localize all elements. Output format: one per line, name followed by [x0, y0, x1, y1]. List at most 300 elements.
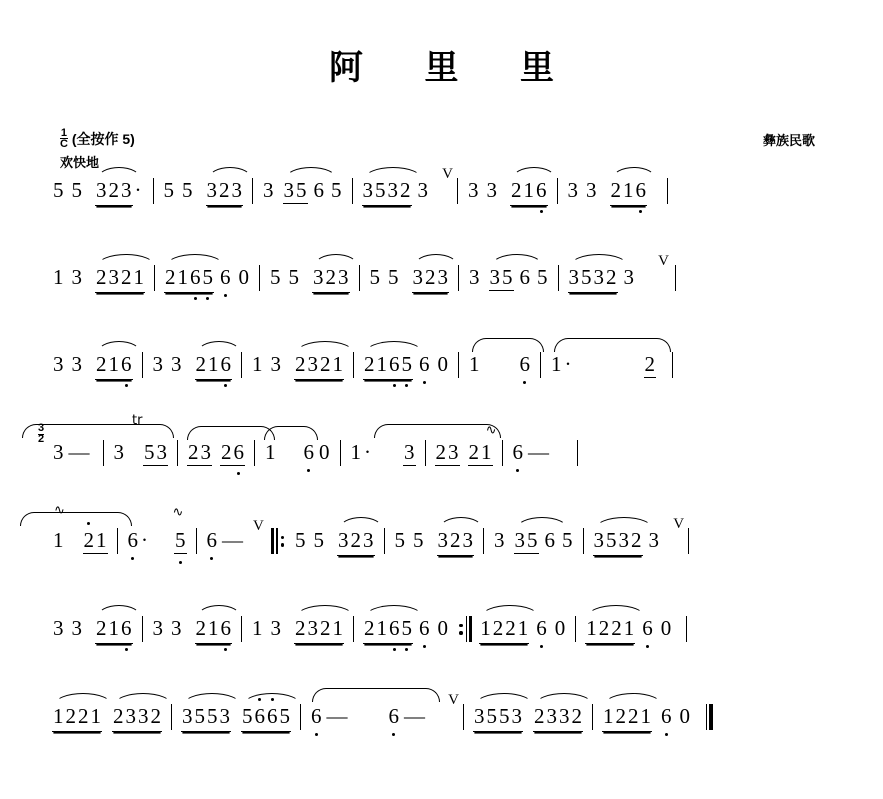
staff-row-6 — [0, 616, 883, 686]
measure — [113, 440, 169, 466]
tie — [264, 426, 318, 440]
note-group — [437, 528, 475, 556]
note: 2 — [320, 616, 331, 640]
note: 1 — [623, 616, 635, 640]
note-group — [95, 178, 133, 206]
measure — [52, 704, 162, 732]
note: 5 — [296, 178, 307, 202]
note: 2 — [611, 616, 622, 640]
note: 3 — [283, 178, 294, 202]
measure — [269, 265, 350, 293]
note: 2 — [325, 265, 336, 289]
note-group — [195, 352, 233, 380]
barline — [359, 265, 360, 291]
note: 3 — [437, 265, 448, 289]
note: 3 — [586, 178, 597, 202]
note: 5 — [486, 704, 497, 728]
note: 3 — [53, 440, 64, 464]
note: 3 — [338, 528, 349, 552]
composer-credit: 彝族民歌 — [762, 133, 815, 148]
note: 3 — [171, 352, 182, 376]
note-group — [362, 178, 412, 206]
note: 6 — [419, 352, 430, 376]
key-signature-note: (全按作 5) — [71, 131, 135, 148]
note: 6 — [220, 352, 231, 376]
note-group — [95, 616, 133, 644]
measure — [435, 423, 497, 466]
barline — [117, 528, 118, 554]
note-group — [206, 178, 244, 206]
measure — [362, 166, 453, 206]
note: 1 — [480, 616, 491, 640]
note: 1 — [332, 616, 343, 640]
mordent-icon: ∿ — [485, 423, 497, 438]
note: 2 — [219, 178, 230, 202]
barline — [502, 440, 503, 466]
tie — [554, 338, 671, 352]
measure — [593, 516, 685, 556]
measure — [294, 528, 375, 556]
note: 3 — [618, 528, 630, 552]
note: 2 — [435, 440, 446, 464]
note: 6 — [313, 178, 324, 202]
barline — [353, 616, 354, 642]
note-group — [195, 616, 233, 644]
barline — [458, 265, 459, 291]
barline — [575, 616, 576, 642]
note: 1 — [481, 440, 492, 464]
note-group — [95, 352, 133, 380]
note: 0 — [437, 352, 448, 376]
measure — [550, 352, 656, 378]
note: 3 — [387, 178, 398, 202]
note: 2 — [400, 178, 411, 202]
augmentation-dot: · — [364, 440, 371, 464]
note-group — [610, 178, 648, 206]
note: 5 — [202, 265, 213, 289]
note: 5 — [242, 704, 253, 728]
note: 3 — [362, 178, 373, 202]
note: 5 — [313, 528, 325, 552]
note: 6 — [121, 616, 132, 640]
note: 6 — [519, 352, 530, 376]
note: 2 — [83, 528, 94, 552]
breath-mark: V — [253, 518, 264, 534]
note: 2 — [165, 265, 176, 289]
note: 3 — [338, 265, 349, 289]
note-group — [468, 440, 493, 466]
breath-mark: V — [658, 253, 669, 269]
note: 3 — [494, 528, 505, 552]
note: 3 — [511, 704, 522, 728]
note: 3 — [263, 178, 274, 202]
note: 5 — [394, 528, 406, 552]
tie — [312, 688, 440, 702]
note: 1 — [252, 616, 263, 640]
note: 5 — [537, 265, 548, 289]
note: 5 — [401, 616, 412, 640]
measure — [152, 352, 233, 380]
note: 6 — [220, 616, 231, 640]
note: 3 — [593, 265, 604, 289]
note: 1 — [376, 616, 387, 640]
barline — [667, 178, 668, 204]
note-group — [593, 528, 643, 556]
measure — [512, 440, 554, 464]
measure — [38, 413, 143, 464]
barline — [557, 178, 558, 204]
note: 2 — [221, 440, 232, 464]
note-group — [510, 178, 548, 206]
note: 5 — [581, 265, 592, 289]
note-group — [489, 265, 514, 291]
note: 5 — [331, 178, 342, 202]
staff-row-4 — [0, 413, 883, 510]
barline — [675, 265, 676, 291]
barline — [254, 440, 255, 466]
note: 2 — [492, 616, 504, 640]
barline — [352, 178, 353, 204]
augmentation-dot: · — [141, 528, 148, 552]
note: 1 — [603, 704, 614, 728]
measure — [52, 503, 108, 554]
note-group — [283, 178, 308, 204]
breath-mark: V — [673, 516, 685, 532]
note: 5 — [388, 265, 399, 289]
note: 6 — [254, 704, 265, 728]
note: 3 — [474, 704, 485, 728]
note: 3 — [469, 265, 480, 289]
note-group — [363, 352, 413, 380]
measure — [479, 616, 566, 644]
note: 2 — [295, 352, 306, 376]
barline — [171, 704, 172, 730]
duration-dash: — — [404, 704, 425, 728]
barline — [154, 265, 155, 291]
measure — [363, 352, 449, 380]
note-group — [479, 616, 529, 644]
note: 0 — [554, 616, 566, 640]
repeat-end-barline — [456, 616, 472, 642]
note: 3 — [53, 616, 64, 640]
note: 5 — [279, 704, 290, 728]
barline — [686, 616, 687, 642]
meter-signature: 3 2 — [38, 422, 45, 445]
note: 2 — [65, 704, 76, 728]
breath-mark: V — [448, 692, 459, 708]
note: 0 — [238, 265, 249, 289]
measure — [568, 253, 669, 293]
note: 6 — [127, 528, 138, 552]
note-group — [568, 265, 618, 293]
measure — [473, 704, 583, 732]
barline — [688, 528, 689, 554]
note-group — [312, 265, 350, 293]
note: 1 — [469, 352, 480, 376]
duration-dash: — — [528, 440, 549, 464]
augmentation-dot: · — [564, 352, 572, 376]
note: 0 — [679, 704, 690, 728]
note: 3 — [113, 440, 124, 464]
note-group — [585, 616, 635, 644]
measure — [350, 440, 416, 466]
note: 2 — [606, 265, 617, 289]
trill-icon: tr — [132, 413, 143, 428]
barline — [241, 616, 242, 642]
note: 0 — [319, 440, 330, 464]
note: 3 — [307, 352, 318, 376]
breath-mark: V — [442, 166, 453, 182]
note: 1 — [265, 440, 276, 464]
note: 3 — [206, 178, 217, 202]
measure — [181, 704, 291, 732]
barline — [177, 440, 178, 466]
note: 5 — [369, 265, 380, 289]
measure — [567, 178, 648, 206]
measure — [251, 352, 344, 380]
barline — [558, 265, 559, 291]
note: 2 — [150, 704, 161, 728]
note: 5 — [163, 178, 174, 202]
note-group — [533, 704, 583, 732]
note: 2 — [96, 616, 107, 640]
note: 3 — [152, 352, 163, 376]
measure — [206, 518, 264, 552]
measure — [262, 178, 343, 204]
note: 5 — [413, 528, 424, 552]
note: 5 — [375, 178, 386, 202]
barline — [384, 528, 385, 554]
note: 2 — [364, 352, 375, 376]
barline — [577, 440, 578, 466]
note: 2 — [78, 704, 89, 728]
note-group — [181, 704, 231, 732]
note: 3 — [514, 528, 526, 552]
note-group — [294, 352, 344, 380]
tempo-marking: 欢快地 — [60, 155, 100, 170]
note: 5 — [182, 178, 193, 202]
barline — [592, 704, 593, 730]
staff-row-1 — [0, 166, 883, 248]
measure — [363, 616, 449, 644]
measure — [251, 616, 344, 644]
key-fraction: $\frac{1}{C}$ — [60, 127, 68, 151]
note: 1 — [108, 616, 119, 640]
staff-row-7 — [0, 692, 883, 774]
barline — [153, 178, 154, 204]
note: 3 — [270, 616, 281, 640]
note: 3 — [412, 265, 423, 289]
final-barline — [706, 704, 713, 730]
measure — [369, 265, 450, 293]
note: 3 — [468, 178, 479, 202]
note: 1 — [53, 528, 64, 552]
barline — [457, 178, 458, 204]
note: 3 — [125, 704, 136, 728]
note: 3 — [437, 528, 449, 552]
repeat-start-barline — [271, 528, 287, 554]
note: 5 — [207, 704, 218, 728]
note: 2 — [534, 704, 545, 728]
barline — [340, 440, 341, 466]
note: 3 — [231, 178, 242, 202]
note: 3 — [462, 528, 474, 552]
note: 2 — [320, 352, 331, 376]
barline — [458, 352, 459, 378]
note: 5 — [71, 178, 82, 202]
note-group — [143, 440, 168, 466]
note-group — [187, 440, 212, 466]
barline — [241, 352, 242, 378]
note: 3 — [182, 704, 193, 728]
note: 2 — [610, 178, 621, 202]
note: 6 — [389, 616, 400, 640]
note: 3 — [648, 528, 660, 552]
note: 1 — [376, 352, 387, 376]
measure — [52, 265, 145, 293]
note: 6 — [389, 352, 400, 376]
tie — [472, 338, 544, 352]
note-group — [52, 704, 102, 732]
note: 1 — [332, 352, 343, 376]
duration-dash: — — [222, 528, 243, 552]
measure — [127, 505, 187, 554]
note: 3 — [270, 352, 281, 376]
note: 5 — [502, 265, 513, 289]
note: 5 — [562, 528, 573, 552]
note-group — [95, 265, 145, 293]
note: 1 — [640, 704, 651, 728]
note-group — [363, 616, 413, 644]
staff-row-5 — [0, 503, 883, 598]
note: 3 — [567, 178, 578, 202]
barline — [672, 352, 673, 378]
note: 6 — [661, 704, 672, 728]
barline — [142, 616, 143, 642]
measure — [152, 616, 233, 644]
note: 6 — [635, 178, 646, 202]
note: 3 — [156, 440, 167, 464]
note: 3 — [71, 352, 82, 376]
note: 2 — [615, 704, 626, 728]
note: 5 — [270, 265, 281, 289]
staff-row-3 — [0, 352, 883, 422]
note: 1 — [208, 352, 219, 376]
measure — [187, 440, 245, 466]
duration-dash: — — [326, 704, 348, 728]
note: 5 — [288, 265, 299, 289]
duration-dash: — — [68, 440, 90, 464]
note: 6 — [388, 704, 399, 728]
note: 1 — [96, 528, 107, 552]
note: 6 — [206, 528, 217, 552]
measure — [164, 265, 250, 293]
measure — [163, 178, 244, 206]
note: 3 — [568, 265, 579, 289]
measure — [52, 352, 133, 380]
note-group — [473, 704, 523, 732]
note-group — [514, 528, 539, 554]
barline — [252, 178, 253, 204]
tie — [20, 512, 132, 526]
note: 3 — [404, 440, 415, 464]
note: 3 — [138, 704, 149, 728]
note: 3 — [152, 616, 163, 640]
note: 3 — [623, 265, 634, 289]
note: 3 — [313, 265, 324, 289]
note: 5 — [606, 528, 617, 552]
note: 5 — [527, 528, 538, 552]
note: 3 — [363, 528, 374, 552]
note: 1 — [90, 704, 101, 728]
note: 2 — [188, 440, 199, 464]
note: 6 — [519, 265, 530, 289]
note: 3 — [559, 704, 570, 728]
note: 3 — [489, 265, 500, 289]
note: 1 — [208, 616, 219, 640]
tie — [187, 426, 275, 440]
note: 0 — [660, 616, 672, 640]
note: 6 — [642, 616, 653, 640]
barline — [540, 352, 541, 378]
note: 6 — [267, 704, 278, 728]
barline — [463, 704, 464, 730]
note: 2 — [113, 704, 124, 728]
note: 2 — [195, 616, 206, 640]
note: 1 — [108, 352, 119, 376]
note: 3 — [448, 440, 459, 464]
note: 1 — [177, 265, 188, 289]
key-signature — [60, 128, 135, 149]
note: 5 — [53, 178, 64, 202]
note: 1 — [517, 616, 529, 640]
note: 3 — [486, 178, 497, 202]
page-title: 阿 里 里 — [329, 49, 580, 87]
note: 2 — [121, 265, 132, 289]
note: 3 — [121, 178, 132, 202]
barline — [142, 352, 143, 378]
note-group — [337, 528, 375, 556]
measure — [585, 616, 672, 644]
barline — [196, 528, 197, 554]
note-group — [602, 704, 652, 732]
note: 6 — [536, 616, 547, 640]
note: 3 — [71, 265, 82, 289]
note: 2 — [598, 616, 610, 640]
note: 5 — [499, 704, 510, 728]
note: 3 — [307, 616, 318, 640]
note: 6 — [544, 528, 556, 552]
mordent-icon: ∿ — [172, 505, 184, 520]
measure — [493, 528, 574, 554]
note: 3 — [108, 265, 119, 289]
note-group — [83, 528, 108, 554]
note: 6 — [303, 440, 314, 464]
note: 3 — [546, 704, 557, 728]
note: 2 — [511, 178, 522, 202]
note: 6 — [233, 440, 244, 464]
note: 3 — [53, 352, 64, 376]
note-group — [164, 265, 214, 293]
note: 3 — [71, 616, 82, 640]
note: 1 — [53, 265, 64, 289]
mordent-icon: ∿ — [54, 503, 65, 518]
barline — [353, 352, 354, 378]
augmentation-dot: · — [134, 178, 142, 202]
note: 6 — [419, 616, 430, 640]
measure — [310, 692, 459, 728]
note-group — [220, 440, 245, 466]
